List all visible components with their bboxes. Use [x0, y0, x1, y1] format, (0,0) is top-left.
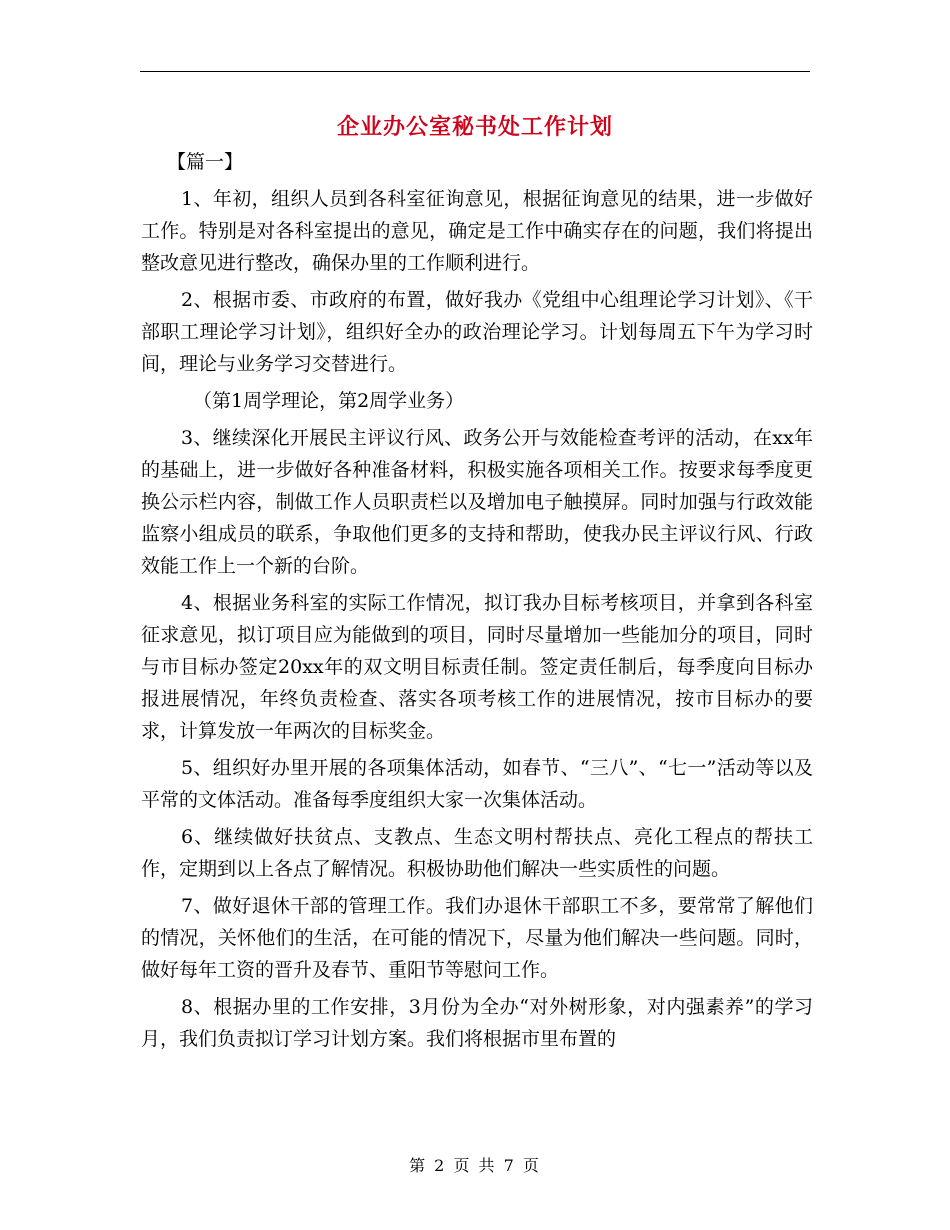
paragraph-3: 3、继续深化开展民主评议行风、政务公开与效能检查考评的活动，在xx年的基础上，进一步做好各种准备材料，积极实施各项相关工作。按要求每季度更换公示栏内容，制做工作人员职责栏以及增加电子触摸屏。同时加强与行政效能监察小组成员的联系，争取他们更多的支持和帮助，使我办民主评议行风、行政效能工作上一个新的台阶。: [141, 427, 813, 577]
paragraph-8: 8、根据办里的工作安排，3月份为全办“对外树形象，对内强素养”的学习月，我们负责拟订学习计划方案。我们将根据市里布置的: [141, 996, 813, 1050]
paragraph-6: 6、继续做好扶贫点、支教点、生态文明村帮扶点、亮化工程点的帮扶工作，定期到以上各点了解情况。积极协助他们解决一些实质性的问题。: [141, 826, 813, 880]
header-rule: [140, 71, 810, 72]
paragraph-7: 7、做好退休干部的管理工作。我们办退休干部职工不多，要常常了解他们的情况，关怀他们的生活，在可能的情况下，尽量为他们解决一些问题。同时，做好每年工资的晋升及春节、重阳节等慰问工作。: [141, 895, 813, 981]
paragraph-4: 4、根据业务科室的实际工作情况，拟订我办目标考核项目，并拿到各科室征求意见，拟订项目应为能做到的项目，同时尽量增加一些能加分的项目，同时与市目标办签定20xx年的双文明目标责任制。签定责任制后，每季度向目标办报进展情况，年终负责检查、落实各项考核工作的进展情况，按市目标办的要求，计算发放一年两次的目标奖金。: [141, 592, 813, 742]
section-heading: 【篇一】: [167, 151, 244, 173]
paragraph-1: 1、年初，组织人员到各科室征询意见，根据征询意见的结果，进一步做好工作。特别是对各科室提出的意见，确定是工作中确实存在的问题，我们将提出整改意见进行整改，确保办里的工作顺利进行。: [141, 188, 813, 274]
document-title: 企业办公室秘书处工作计划: [336, 114, 613, 140]
page-number: 第 2 页 共 7 页: [409, 1156, 541, 1175]
document-body: [141, 146, 813, 1060]
paragraph-5: 5、组织好办里开展的各项集体活动，如春节、“三八”、“七一”活动等以及平常的文体活动。准备每季度组织大家一次集体活动。: [141, 757, 813, 811]
paragraph-note: （第1周学理论，第2周学业务）: [193, 390, 465, 412]
paragraph-2: 2、根据市委、市政府的布置，做好我办《党组中心组理论学习计划》、《干部职工理论学习计划》，组织好全办的政治理论学习。计划每周五下午为学习时间，理论与业务学习交替进行。: [141, 289, 813, 375]
